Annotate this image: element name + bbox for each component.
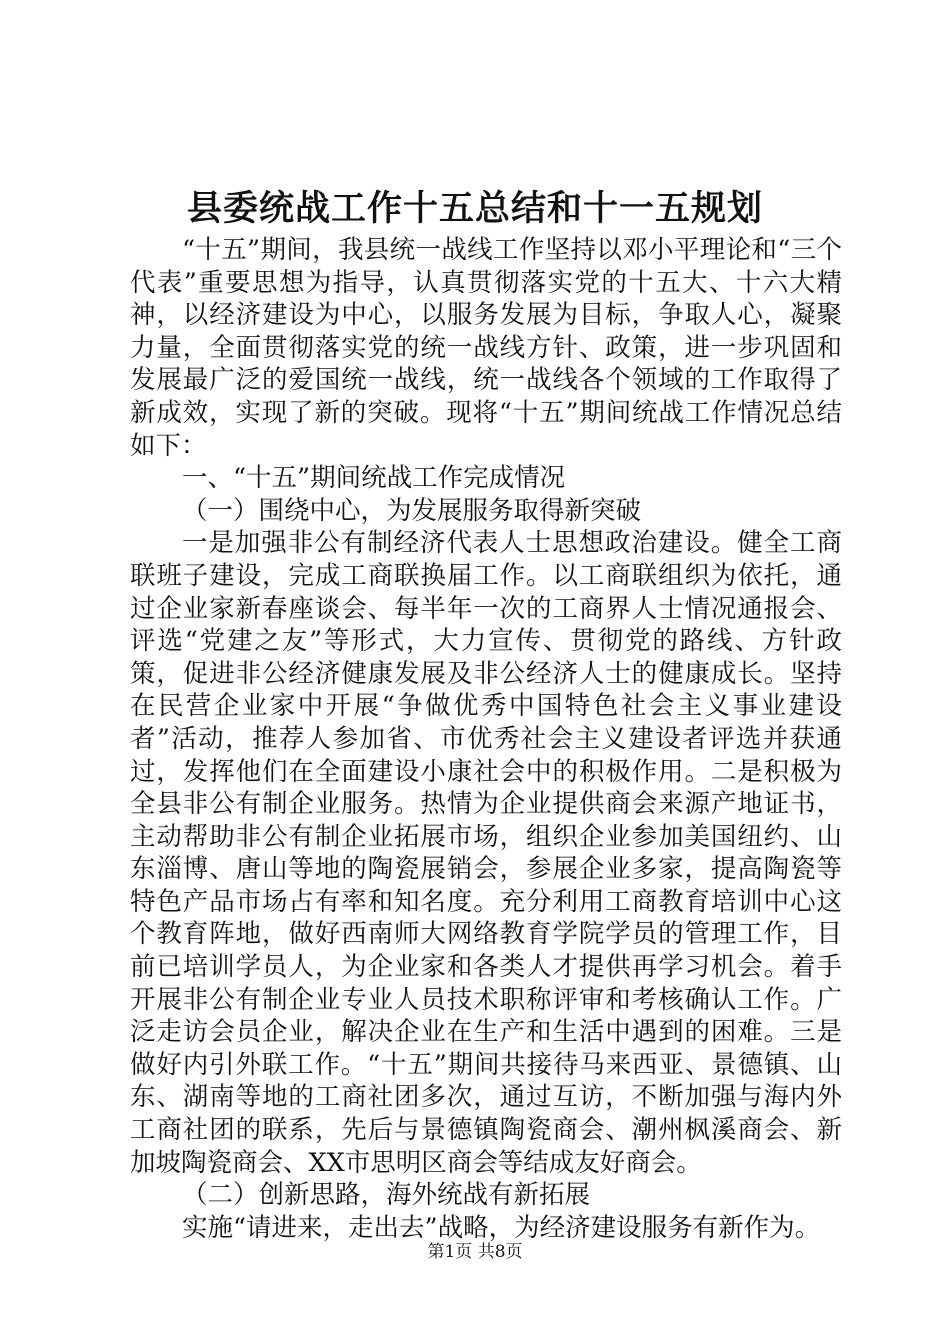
subsection-heading-1: （一）围绕中心，为发展服务取得新突破 <box>182 495 642 526</box>
paragraph-body-1: 一是加强非公有制经济代表人士思想政治建设。健全工商联班子建设，完成工商联换届工作。以工商联组织为依托，通过企业家新春座谈会、每半年一次的工商界人士情况通报会、评选“党建之友”等形式，大力宣传、贯彻党的路线、方针政策，促进非公经济健康发展及非公经济人士的健康成长。坚持在民营企业家中开展“争做优秀中国特色社会主义事业建设者”活动，推荐人参加省、市优秀社会主义建设者评选并获通过，发挥他们在全面建设小康社会中的积极作用。二是积极为全县非公有制企业服务。热情为企业提供商会来源产地证书，主动帮助非公有制企业拓展市场，组织企业参加美国纽约、山东淄博、唐山等地的陶瓷展销会，参展企业多家，提高陶瓷等特色产品市场占有率和知名度。充分利用工商教育培训中心这个教育阵地，做好西南师大网络教育学院学员的管理工作，目前已培训学员人，为企业家和各类人才提供再学习机会。着手开展非公有制企业专业人员技术职称评审和考核确认工作。广泛走访会员企业，解决企业在生产和生活中遇到的困难。三是做好内引外联工作。“十五”期间共接待马来西亚、景德镇、山东、湖南等地的工商社团多次，通过互访，不断加强与海内外工商社团的联系，先后与景德镇陶瓷商会、潮州枫溪商会、新加坡陶瓷商会、XX市思明区商会等结成友好商会。 <box>130 528 842 1178</box>
subsection-heading-2: （二）创新思路，海外统战有新拓展 <box>182 1180 591 1211</box>
document-body <box>130 234 842 1244</box>
paragraph-body-2: 实施“请进来，走出去”战略，为经济建设服务有新作为。 <box>182 1212 821 1243</box>
page-number-footer: 第1页 共8页 <box>427 1242 523 1262</box>
document-title: 县委统战工作十五总结和十一五规划 <box>186 188 763 229</box>
section-heading-1: 一、“十五”期间统战工作完成情况 <box>182 463 566 494</box>
paragraph-intro: “十五”期间，我县统一战线工作坚持以邓小平理论和“三个代表”重要思想为指导，认真贯彻落实党的十五大、十六大精神，以经济建设为中心，以服务发展为目标，争取人心，凝聚力量，全面贯彻落实党的统一战线方针、政策，进一步巩固和发展最广泛的爱国统一战线，统一战线各个领域的工作取得了新成效，实现了新的突破。现将“十五”期间统战工作情况总结如下： <box>130 235 842 461</box>
